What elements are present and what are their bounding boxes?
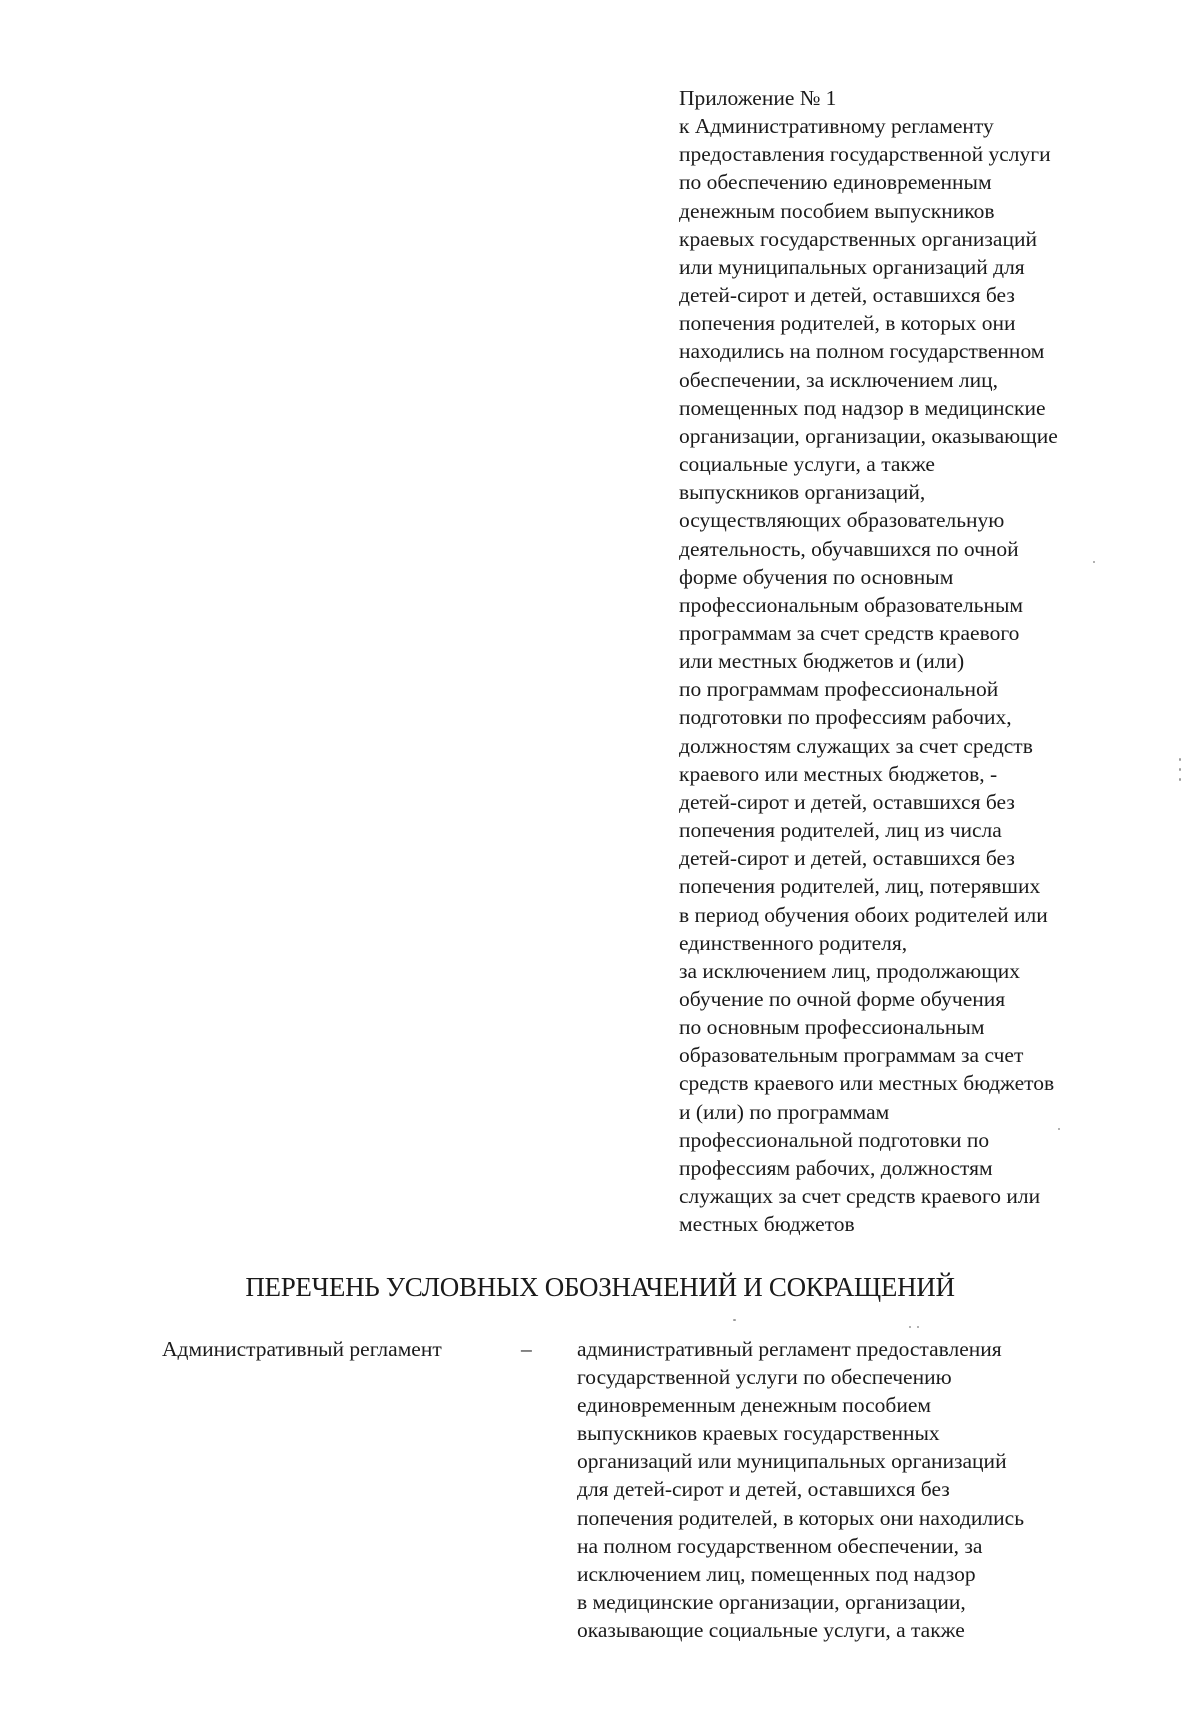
appendix-line: программам за счет средств краевого: [679, 620, 1020, 645]
appendix-line: предоставления государственной услуги: [679, 142, 1051, 167]
appendix-line: помещенных под надзор в медицинские: [679, 395, 1046, 420]
scan-speck: [1093, 561, 1095, 563]
appendix-line: профессиональным образовательным: [679, 592, 1024, 617]
appendix-line: по основным профессиональным: [679, 1015, 985, 1040]
appendix-line: профессиям рабочих, должностям: [679, 1155, 993, 1180]
appendix-line: детей-сирот и детей, оставшихся без: [679, 283, 1015, 308]
appendix-line: по обеспечению единовременным: [679, 170, 992, 195]
appendix-line: попечения родителей, лиц из числа: [679, 818, 1002, 843]
definition-line: исключением лиц, помещенных под надзор: [577, 1561, 976, 1586]
appendix-line: краевого или местных бюджетов, -: [679, 761, 998, 786]
glossary-dash: –: [521, 1337, 532, 1361]
appendix-header-block: [679, 84, 1149, 1238]
definition-line: административный регламент предоставления: [577, 1337, 1002, 1361]
appendix-line: к Административному регламенту: [679, 114, 994, 139]
scan-speck: [1179, 758, 1181, 761]
glossary-definition: [577, 1335, 1137, 1644]
scan-speck: [909, 1326, 911, 1328]
appendix-line: попечения родителей, в которых они: [679, 311, 1016, 336]
appendix-line: Приложение № 1: [679, 86, 837, 110]
definition-line: организаций или муниципальных организаций: [577, 1449, 1007, 1474]
section-title: ПЕРЕЧЕНЬ УСЛОВНЫХ ОБОЗНАЧЕНИЙ И СОКРАЩЕНИЙ: [245, 1272, 955, 1302]
appendix-line: в период обучения обоих родителей или: [679, 902, 1048, 927]
definition-line: для детей-сирот и детей, оставшихся без: [577, 1477, 950, 1502]
scan-speck: [1179, 768, 1181, 771]
appendix-line: за исключением лиц, продолжающих: [679, 958, 1021, 983]
appendix-line: попечения родителей, лиц, потерявших: [679, 874, 1041, 899]
appendix-line: организации, организации, оказывающие: [679, 423, 1058, 448]
definition-line: выпускников краевых государственных: [577, 1421, 940, 1446]
appendix-line: местных бюджетов: [679, 1212, 855, 1237]
scan-speck: [917, 1326, 919, 1328]
definition-line: попечения родителей, в которых они находились: [577, 1505, 1024, 1530]
appendix-line: социальные услуги, а также: [679, 452, 935, 477]
appendix-line: краевых государственных организаций: [679, 226, 1037, 251]
appendix-line: деятельность, обучавшихся по очной: [679, 536, 1019, 561]
appendix-line: обучение по очной форме обучения: [679, 987, 1006, 1011]
appendix-line: единственного родителя,: [679, 930, 908, 955]
definition-line: оказывающие социальные услуги, а также: [577, 1617, 965, 1642]
appendix-line: должностям служащих за счет средств: [679, 733, 1033, 758]
appendix-line: денежным пособием выпускников: [679, 198, 995, 223]
appendix-line: находились на полном государственном: [679, 339, 1045, 364]
definition-line: единовременным денежным пособием: [577, 1393, 931, 1418]
appendix-line: или местных бюджетов и (или): [679, 649, 965, 674]
appendix-line: или муниципальных организаций для: [679, 254, 1025, 279]
appendix-line: осуществляющих образовательную: [679, 508, 1005, 533]
definition-line: на полном государственном обеспечении, за: [577, 1533, 983, 1558]
appendix-line: профессиональной подготовки по: [679, 1127, 990, 1152]
appendix-line: подготовки по профессиям рабочих,: [679, 705, 1012, 730]
appendix-line: обеспечении, за исключением лиц,: [679, 367, 999, 392]
appendix-line: детей-сирот и детей, оставшихся без: [679, 846, 1015, 871]
appendix-line: по программам профессиональной: [679, 677, 999, 702]
glossary-term: Административный регламент: [162, 1337, 442, 1361]
appendix-line: средств краевого или местных бюджетов: [679, 1071, 1055, 1096]
scan-speck: [733, 1319, 736, 1321]
scan-speck: [1058, 1128, 1060, 1130]
scan-speck: [1179, 778, 1181, 781]
appendix-line: служащих за счет средств краевого или: [679, 1184, 1041, 1209]
appendix-line: образовательным программам за счет: [679, 1043, 1024, 1068]
appendix-line: выпускников организаций,: [679, 480, 926, 505]
appendix-line: форме обучения по основным: [679, 564, 954, 589]
appendix-line: детей-сирот и детей, оставшихся без: [679, 789, 1015, 814]
definition-line: государственной услуги по обеспечению: [577, 1365, 952, 1390]
definition-line: в медицинские организации, организации,: [577, 1589, 966, 1614]
appendix-line: и (или) по программам: [679, 1099, 890, 1124]
